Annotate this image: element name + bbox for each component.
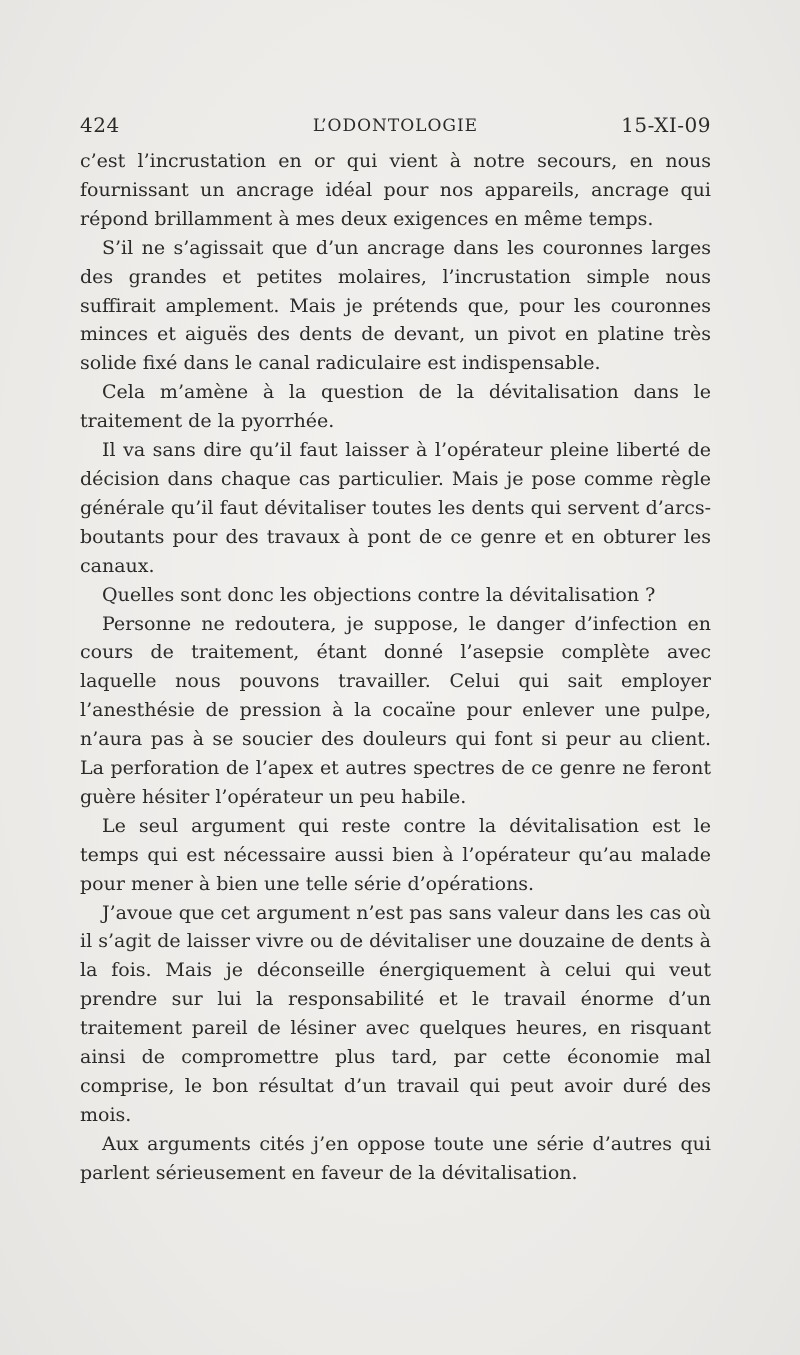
body-text bbox=[80, 147, 711, 1188]
paragraph-1: c’est l’incrustation en or qui vient à notre secours, en nous fournissant un ancrage idéal pour nos appareils, ancrage qui répond brillamment à mes deux exigences en même temps. bbox=[80, 150, 711, 230]
paragraph-8: J’avoue que cet argument n’est pas sans valeur dans les cas où il s’agit de laisser vivre ou de dévitaliser une douzaine de dents à la fois. Mais je déconseille énergiquement à celui qui veut prendre sur lui la responsabilité et le travail énorme d’un traitement pareil de lésiner avec quelques heures, en risquant ainsi de compromettre plus tard, par cette économie mal comprise, le bon résultat d’un travail qui peut avoir duré des mois. bbox=[80, 901, 711, 1126]
paragraph-7: Le seul argument qui reste contre la dévitalisation est le temps qui est nécessaire aussi bien à l’opérateur qu’au malade pour mener à bien une telle série d’opérations. bbox=[80, 814, 711, 895]
page-number: 424 bbox=[80, 113, 120, 137]
running-header bbox=[80, 113, 711, 143]
paragraph-9: Aux arguments cités j’en oppose toute une série d’autres qui parlent sérieusement en faveur de la dévitalisation. bbox=[80, 1132, 711, 1184]
paragraph-6: Personne ne redoutera, je suppose, le danger d’infection en cours de traitement, étant donné l’asepsie complète avec laquelle nous pouvons travailler. Celui qui sait employer l’anesthésie de pression à la cocaïne pour enlever une pulpe, n’aura pas à se soucier des douleurs qui font si peur au client. La perforation de l’apex et autres spectres de ce genre ne feront guère hésiter l’opérateur un peu habile. bbox=[80, 612, 711, 808]
paragraph-2: S’il ne s’agissait que d’un ancrage dans les couronnes larges des grandes et petites molaires, l’incrustation simple nous suffirait amplement. Mais je prétends que, pour les couronnes minces et aiguës des dents de devant, un pivot en platine très solide fixé dans le canal radiculaire est indispensable. bbox=[80, 236, 711, 375]
paragraph-3: Cela m’amène à la question de la dévitalisation dans le traitement de la pyorrhée. bbox=[80, 381, 711, 433]
paragraph-4: Il va sans dire qu’il faut laisser à l’opérateur pleine liberté de décision dans chaque cas particulier. Mais je pose comme règle générale qu’il faut dévitaliser toutes les dents qui servent d’arcs-boutants pour des travaux à pont de ce genre et en obturer les canaux. bbox=[80, 439, 711, 577]
running-title: L’ODONTOLOGIE bbox=[312, 116, 479, 136]
issue-date: 15-XI-09 bbox=[621, 113, 711, 137]
paragraph-5: Quelles sont donc les objections contre la dévitalisation ? bbox=[102, 583, 656, 606]
